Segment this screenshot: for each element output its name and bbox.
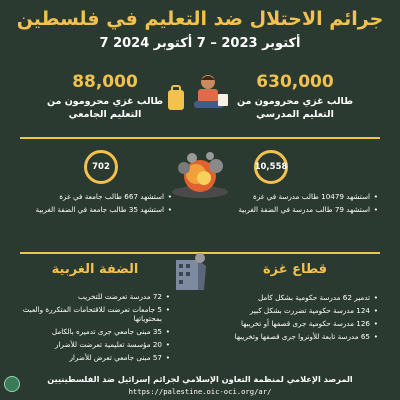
university-martyrs-ring: 702	[84, 150, 118, 184]
divider-top	[20, 137, 380, 139]
destroyed-building-illustration	[170, 252, 210, 292]
list-item: • تدمير 62 مدرسة حكومية بشكل كامل	[223, 293, 378, 302]
student-illustration	[164, 70, 236, 118]
school-martyrs-ring: 10,558	[254, 150, 288, 184]
school-deprived-count: 630,000	[256, 72, 334, 92]
gaza-list	[223, 293, 378, 345]
school-martyrs-list	[228, 192, 378, 218]
university-deprived-caption: طالب غزي محرومون من التعليم الجامعي	[46, 96, 164, 120]
page-title: جرائم الاحتلال ضد التعليم في فلسطين	[16, 8, 384, 30]
list-item: • 126 مدرسة حكومية جرى قصفها أو تخريبها	[223, 319, 378, 328]
list-item: • 65 مدرسة تابعة للأونروا جرى قصفها وتخريبها	[223, 332, 378, 341]
list-item: • 5 جامعات تعرضت للاقتحامات المتكررة والعبث بمحتوياتها	[22, 305, 170, 323]
westbank-heading: الضفة الغربية	[51, 262, 139, 277]
list-item: • استشهد 10479 طالب مدرسة في غزة	[228, 192, 378, 201]
list-item: • استشهد 667 طالب جامعة في غزة	[22, 192, 172, 201]
explosion-illustration	[168, 148, 232, 200]
list-item: • استشهد 79 طالب مدرسة في الضفة الغربية	[228, 205, 378, 214]
westbank-list	[22, 292, 170, 366]
list-item: • 57 مبنى جامعي تعرض للأضرار	[22, 353, 170, 362]
school-deprived-caption: طالب غزي محرومون من التعليم المدرسي	[236, 96, 354, 120]
gaza-heading: قطاع غزة	[262, 262, 328, 277]
date-range: 7 أكتوبر 2023 – 7 أكتوبر 2024	[99, 36, 301, 51]
footer-organization: المرصد الإعلامي لمنظمة التعاون الإسلامي لجرائم إسرائيل ضد الفلسطينيين	[47, 374, 353, 384]
university-martyrs-list	[22, 192, 172, 218]
list-item: • 72 مدرسة تعرضت للتخريب	[22, 292, 170, 301]
list-item: • 35 مبنى جامعي جرى تدميره بالكامل	[22, 327, 170, 336]
list-item: • 124 مدرسة حكومية تضررت بشكل كبير	[223, 306, 378, 315]
list-item: • 20 مؤسسة تعليمية تعرضت للأضرار	[22, 340, 170, 349]
university-deprived-count: 88,000	[72, 72, 138, 92]
list-item: • استشهد 35 طالب جامعة في الضفة الغربية	[22, 205, 172, 214]
footer-url-link[interactable]: https://palestine.oic-oci.org/ar/	[128, 387, 272, 396]
